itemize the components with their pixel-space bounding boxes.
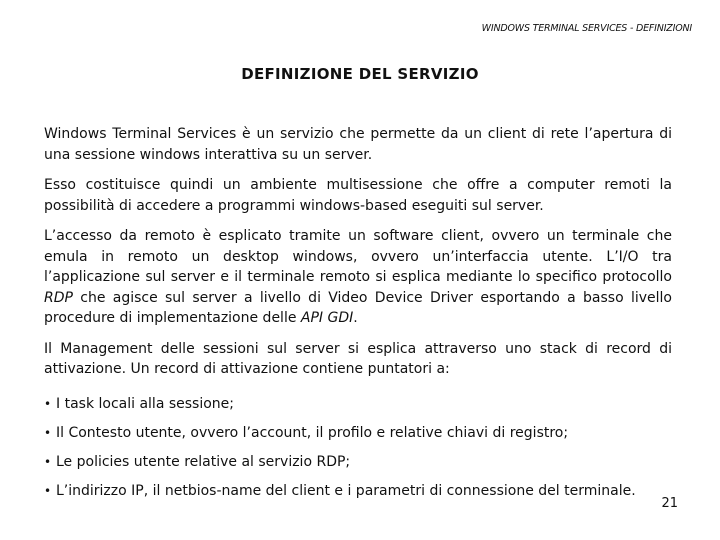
list-item <box>44 394 672 415</box>
bullet-icon: • <box>44 454 52 469</box>
list-item <box>44 481 672 502</box>
page-title: DEFINIZIONE DEL SERVIZIO <box>241 65 479 83</box>
paragraph-multisession: Esso costituisce quindi un ambiente multisessione che offre a computer remoti la possibilità di accedere a programmi windows-based eseguiti sul server. <box>44 177 672 214</box>
paragraph-management: Il Management delle sessioni sul server si esplica attraverso uno stack di record di attivazione. Un record di attivazione contiene puntatori a: <box>44 340 672 377</box>
api-gdi-term: API GDI <box>300 310 354 326</box>
list-item <box>44 452 672 473</box>
list-item-text: Il Contesto utente, ovvero l’account, il profilo e relative chiavi di registro; <box>56 424 569 441</box>
bullet-icon: • <box>44 396 52 411</box>
bullet-icon: • <box>44 425 52 440</box>
rdp-term: RDP <box>44 289 73 306</box>
paragraph-remote-access-part3: . <box>353 310 358 326</box>
paragraph-remote-access <box>44 226 672 329</box>
paragraph-intro: Windows Terminal Services è un servizio che permette da un client di rete l’apertura di una sessione windows interattiva su un server. <box>44 126 672 163</box>
list-item-text: Le policies utente relative al servizio RDP; <box>56 453 351 470</box>
list-item <box>44 423 672 444</box>
list-item-text: L’indirizzo IP, il netbios-name del client e i parametri di connessione del terminale. <box>56 482 636 499</box>
bullet-icon: • <box>44 483 52 498</box>
slide-content <box>44 124 672 510</box>
paragraph-remote-access-part2: che agisce sul server a livello di Video Device Driver esportando a basso livello procedure di implementazione delle <box>44 289 672 326</box>
paragraph-remote-access-part1: L’accesso da remoto è esplicato tramite un software client, ovvero un terminale che emula in remoto un desktop windows, ovvero un’interfaccia utente. L’I/O tra l’applicazione sul server e il terminale remoto si esplica mediante lo specifico protocollo <box>44 228 672 285</box>
running-header: WINDOWS TERMINAL SERVICES - DEFINIZIONI <box>481 23 692 34</box>
list-item-text: I task locali alla sessione; <box>56 395 235 412</box>
page-number: 21 <box>661 496 678 511</box>
activation-record-list <box>44 394 672 502</box>
